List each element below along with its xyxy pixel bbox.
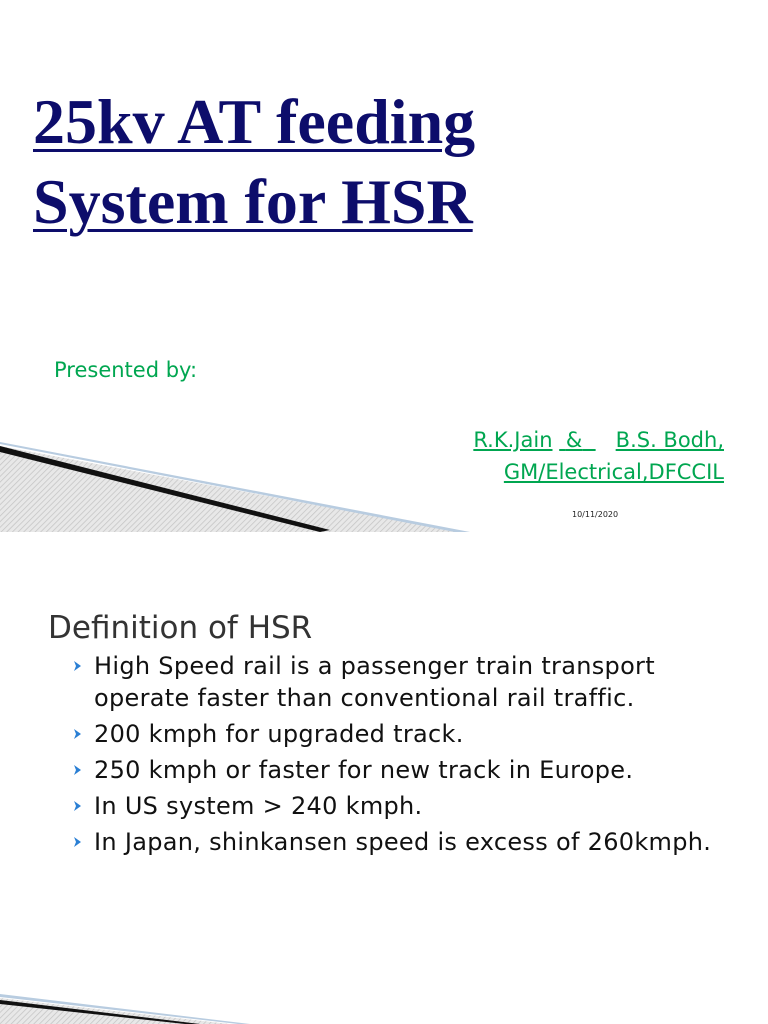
list-item: In Japan, shinkansen speed is excess of 260kmph. [72,826,732,858]
title-line-2: System for HSR [33,166,473,237]
list-item: In US system > 240 kmph. [72,790,732,822]
list-item: 200 kmph for upgraded track. [72,718,732,750]
author-1: R.K.Jain [473,428,553,452]
decorative-swoosh [0,442,768,532]
arrow-bullet-icon [72,800,84,812]
list-item: 250 kmph or faster for new track in Europe. [72,754,732,786]
author-2: B.S. Bodh, [615,428,724,452]
author-separator: & [565,428,583,452]
arrow-bullet-icon [72,728,84,740]
content-slide [0,556,768,1024]
arrow-bullet-icon [72,836,84,848]
decorative-swoosh [0,978,768,1024]
arrow-bullet-icon [72,764,84,776]
author-designation: GM/Electrical,DFCCIL [503,460,724,484]
slide-date: 10/11/2020 [572,510,619,519]
definition-title: Definition of HSR [48,610,313,646]
slide-title [33,82,475,242]
list-item: High Speed rail is a passenger train transport operate faster than conventional rail traffic. [72,650,732,714]
arrow-bullet-icon [72,660,84,672]
bullet-list [72,650,732,862]
presented-by-label: Presented by: [54,358,198,382]
title-line-1: 25kv AT feeding [33,86,476,157]
